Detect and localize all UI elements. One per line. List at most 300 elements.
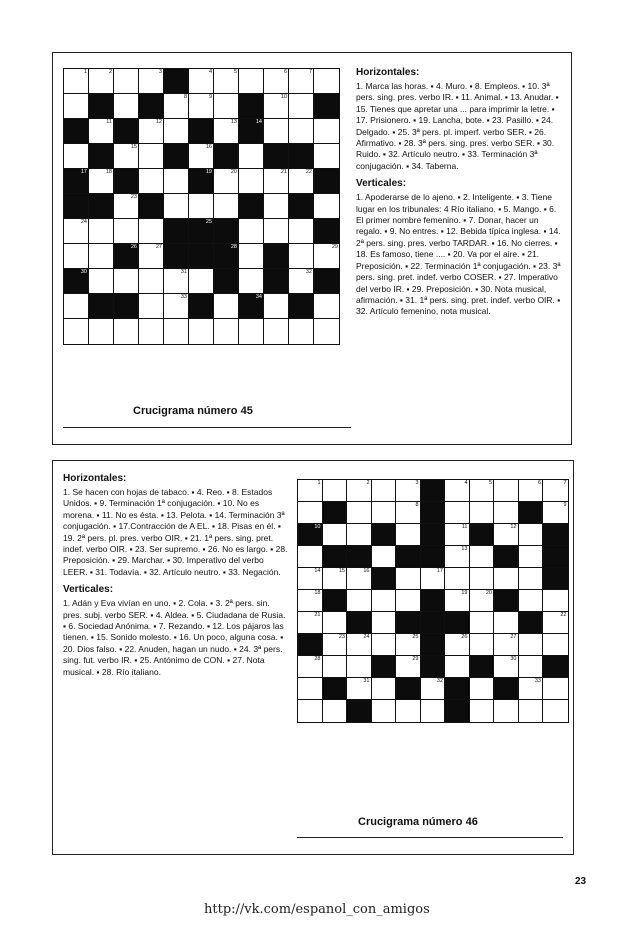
black-square <box>139 94 164 119</box>
grid-cell[interactable] <box>445 590 470 612</box>
grid-cell[interactable] <box>519 700 544 722</box>
grid-cell[interactable] <box>372 612 397 634</box>
caption-underline <box>297 837 563 838</box>
black-square <box>139 194 164 219</box>
clue-number: 4 <box>208 69 212 75</box>
grid-cell[interactable] <box>89 69 114 94</box>
grid-cell[interactable] <box>139 269 164 294</box>
grid-cell[interactable] <box>114 69 139 94</box>
black-square <box>239 194 264 219</box>
grid-cell[interactable] <box>139 219 164 244</box>
grid-cell[interactable] <box>64 69 89 94</box>
grid-cell[interactable] <box>214 119 239 144</box>
grid-cell[interactable] <box>543 678 568 700</box>
black-square <box>239 94 264 119</box>
grid-cell[interactable] <box>314 319 339 344</box>
clue-number: 32 <box>305 269 312 275</box>
grid-cell[interactable] <box>519 590 544 612</box>
clue-number: 2 <box>366 480 370 486</box>
grid-cell[interactable] <box>314 294 339 319</box>
grid-cell[interactable] <box>543 700 568 722</box>
clue-number: 33 <box>180 294 187 300</box>
grid-cell[interactable] <box>470 634 495 656</box>
crossword-45-caption: Crucigrama número 45 <box>133 405 253 417</box>
grid-cell[interactable] <box>164 294 189 319</box>
black-square <box>323 502 348 524</box>
black-square <box>289 194 314 219</box>
black-square <box>421 634 446 656</box>
black-square <box>189 244 214 269</box>
clue-number: 6 <box>537 480 541 486</box>
grid-cell[interactable] <box>470 678 495 700</box>
black-square <box>396 612 421 634</box>
grid-cell[interactable] <box>396 700 421 722</box>
grid-cell[interactable] <box>89 319 114 344</box>
grid-cell[interactable] <box>421 678 446 700</box>
clue-number: 8 <box>415 502 419 508</box>
grid-cell[interactable] <box>164 269 189 294</box>
grid-cell[interactable] <box>396 590 421 612</box>
crossword-45-clues <box>356 67 564 324</box>
clue-number: 25 <box>412 634 419 640</box>
black-square <box>543 546 568 568</box>
grid-cell[interactable] <box>323 568 348 590</box>
grid-cell[interactable] <box>64 294 89 319</box>
black-square <box>114 244 139 269</box>
black-square <box>314 169 339 194</box>
grid-cell[interactable] <box>347 524 372 546</box>
black-square <box>298 634 323 656</box>
grid-cell[interactable] <box>189 69 214 94</box>
black-square <box>239 294 264 319</box>
grid-cell[interactable] <box>372 546 397 568</box>
clue-number: 23 <box>130 194 137 200</box>
black-square <box>347 546 372 568</box>
grid-cell[interactable] <box>470 502 495 524</box>
grid-cell[interactable] <box>139 169 164 194</box>
grid-cell[interactable] <box>396 502 421 524</box>
grid-cell[interactable] <box>189 269 214 294</box>
black-square <box>64 194 89 219</box>
grid-cell[interactable] <box>445 480 470 502</box>
grid-cell[interactable] <box>264 294 289 319</box>
grid-cell[interactable] <box>519 546 544 568</box>
black-square <box>214 269 239 294</box>
clue-number: 14 <box>314 568 321 574</box>
black-square <box>189 119 214 144</box>
black-square <box>289 294 314 319</box>
verticales-heading: Verticales: <box>63 584 114 596</box>
grid-cell[interactable] <box>314 194 339 219</box>
crossword-45-panel <box>52 52 572 445</box>
grid-cell[interactable] <box>396 524 421 546</box>
grid-cell[interactable] <box>445 546 470 568</box>
horizontales-clues: 1. Se hacen con hojas de tabaco. ▪ 4. Reo. ▪ 8. Estados Unidos. ▪ 9. Terminación 1ª conjugación. ▪ 10. No es morena. ▪ 11. No es ésta. ▪ 13. Pelota. ▪ 14. Terminación 3ª conjugación. ▪ 17.Contracción de A EL. ▪ 18. Pisas en él. ▪ 19. 2ª pers. pl. pres. verbo OIR. ▪ 21. 1ª pers. sing. pret. indef. verbo OIR. ▪ 23. Ser supremo. ▪ 26. No es largo. ▪ 28. Preposición. ▪ 29. Marchar. ▪ 30. Imperativo del verbo LEER. ▪ 31. Todavía. ▪ 32. Artículo neutro. ▪ 33. Negación. <box>63 487 288 577</box>
black-square <box>214 144 239 169</box>
grid-cell[interactable] <box>114 219 139 244</box>
grid-cell[interactable] <box>347 480 372 502</box>
grid-cell[interactable] <box>323 480 348 502</box>
grid-cell[interactable] <box>139 144 164 169</box>
clue-number: 29 <box>331 244 338 250</box>
grid-cell[interactable] <box>543 634 568 656</box>
grid-cell[interactable] <box>372 480 397 502</box>
clue-number: 24 <box>80 219 87 225</box>
grid-cell[interactable] <box>264 319 289 344</box>
black-square <box>114 294 139 319</box>
grid-cell[interactable] <box>214 169 239 194</box>
grid-cell[interactable] <box>64 94 89 119</box>
grid-cell[interactable] <box>89 169 114 194</box>
grid-cell[interactable] <box>264 94 289 119</box>
grid-cell[interactable] <box>347 678 372 700</box>
grid-cell[interactable] <box>64 219 89 244</box>
black-square <box>494 590 519 612</box>
grid-cell[interactable] <box>64 244 89 269</box>
grid-cell[interactable] <box>239 269 264 294</box>
grid-cell[interactable] <box>314 119 339 144</box>
grid-cell[interactable] <box>298 656 323 678</box>
grid-cell[interactable] <box>289 119 314 144</box>
grid-cell[interactable] <box>264 119 289 144</box>
black-square <box>114 119 139 144</box>
grid-cell[interactable] <box>323 612 348 634</box>
grid-cell[interactable] <box>372 700 397 722</box>
clue-number: 24 <box>363 634 370 640</box>
grid-cell[interactable] <box>114 144 139 169</box>
grid-cell[interactable] <box>543 480 568 502</box>
clue-number: 27 <box>510 634 517 640</box>
grid-cell[interactable] <box>323 634 348 656</box>
grid-cell[interactable] <box>114 94 139 119</box>
black-square <box>264 144 289 169</box>
grid-cell[interactable] <box>164 194 189 219</box>
black-square <box>89 94 114 119</box>
grid-cell[interactable] <box>214 319 239 344</box>
grid-cell[interactable] <box>214 69 239 94</box>
crossword-46-caption: Crucigrama número 46 <box>358 816 478 828</box>
clue-number: 10 <box>280 94 287 100</box>
grid-cell[interactable] <box>214 94 239 119</box>
grid-cell[interactable] <box>372 678 397 700</box>
grid-cell[interactable] <box>264 69 289 94</box>
grid-cell[interactable] <box>494 524 519 546</box>
grid-cell[interactable] <box>264 194 289 219</box>
grid-cell[interactable] <box>114 319 139 344</box>
grid-cell[interactable] <box>189 194 214 219</box>
grid-cell[interactable] <box>139 69 164 94</box>
clue-number: 8 <box>183 94 187 100</box>
clue-number: 18 <box>314 590 321 596</box>
grid-cell[interactable] <box>239 244 264 269</box>
black-square <box>189 294 214 319</box>
grid-cell[interactable] <box>189 94 214 119</box>
grid-cell[interactable] <box>239 219 264 244</box>
grid-cell[interactable] <box>289 244 314 269</box>
grid-cell[interactable] <box>543 502 568 524</box>
clue-number: 21 <box>280 169 287 175</box>
grid-cell[interactable] <box>445 656 470 678</box>
black-square <box>164 69 189 94</box>
grid-cell[interactable] <box>298 502 323 524</box>
clue-number: 28 <box>314 656 321 662</box>
verticales-clues: 1. Apoderarse de lo ajeno. ▪ 2. Inteligente. ▪ 3. Tiene lugar en los tribunales: 4 Río italiano. ▪ 5. Mango. ▪ 6. El primer nombre femenino. ▪ 7. Donar, hacer un regalo. ▪ 9. No entres. ▪ 12. Bebida típica inglesa. ▪ 14. 2ª pers. sing. pres. verbo TARDAR. ▪ 16. No cierres. ▪ 18. Es famoso, tiene .... ▪ 20. Va por el aire. ▪ 21. Preposición. ▪ 22. Terminación 1ª conjugación. ▪ 23. 3ª pers. sing. pret. indef. verbo COSER. ▪ 27. Imperativo del verbo IR. ▪ 29. Preposición. ▪ 30. Nota musical, afirmación. ▪ 31. 1ª pers. sing. pret. indef. verbo OIR. ▪ 32. Artículo femenino, nota musical. <box>356 192 561 317</box>
horizontales-clues: 1. Marca las horas. ▪ 4. Muro. ▪ 8. Empleos. ▪ 10. 3ª pers. sing. pres. verbo IR. ▪ 11. Animal. ▪ 13. Anudar. ▪ 15. Tienes que apretar una ... para imprimir la letre. ▪ 17. Prisionero. ▪ 19. Lancha, bote. ▪ 23. Pasillo. ▪ 24. Delgado. ▪ 25. 3ª pers. pl. imperf. verbo SER. ▪ 26. Afirmativo. ▪ 28. 3ª pers. sing. pres. verbo SER. ▪ 30. Ruido. ▪ 32. Artículo neutro. ▪ 33. Terminación 3ª conjugación. ▪ 34. Taberna. <box>356 81 559 171</box>
grid-cell[interactable] <box>139 244 164 269</box>
clue-number: 7 <box>308 69 312 75</box>
black-square <box>445 700 470 722</box>
grid-cell[interactable] <box>494 656 519 678</box>
clue-number: 22 <box>560 612 567 618</box>
black-square <box>519 502 544 524</box>
black-square <box>421 612 446 634</box>
black-square <box>64 119 89 144</box>
clue-number: 15 <box>338 568 345 574</box>
grid-cell[interactable] <box>323 524 348 546</box>
grid-cell[interactable] <box>298 700 323 722</box>
black-square <box>314 94 339 119</box>
caption-underline <box>63 427 351 428</box>
black-square <box>421 480 446 502</box>
clue-number: 17 <box>80 169 87 175</box>
grid-cell[interactable] <box>470 568 495 590</box>
black-square <box>323 590 348 612</box>
grid-cell[interactable] <box>372 502 397 524</box>
grid-cell[interactable] <box>494 480 519 502</box>
grid-cell[interactable] <box>519 678 544 700</box>
black-square <box>264 269 289 294</box>
black-square <box>214 219 239 244</box>
clue-number: 32 <box>436 678 443 684</box>
grid-cell[interactable] <box>445 634 470 656</box>
crossword-46-panel <box>52 460 574 855</box>
black-square <box>519 612 544 634</box>
grid-cell[interactable] <box>470 700 495 722</box>
grid-cell[interactable] <box>298 612 323 634</box>
grid-cell[interactable] <box>298 480 323 502</box>
grid-cell[interactable] <box>214 194 239 219</box>
black-square <box>64 269 89 294</box>
clue-number: 2 <box>108 69 112 75</box>
grid-cell[interactable] <box>470 612 495 634</box>
grid-cell[interactable] <box>239 144 264 169</box>
grid-cell[interactable] <box>298 546 323 568</box>
clue-number: 17 <box>436 568 443 574</box>
grid-cell[interactable] <box>264 219 289 244</box>
grid-cell[interactable] <box>289 169 314 194</box>
grid-cell[interactable] <box>323 656 348 678</box>
clue-number: 20 <box>485 590 492 596</box>
clue-number: 1 <box>317 480 321 486</box>
black-square <box>421 524 446 546</box>
black-square <box>323 678 348 700</box>
grid-cell[interactable] <box>289 94 314 119</box>
grid-cell[interactable] <box>396 480 421 502</box>
black-square <box>494 546 519 568</box>
clue-number: 9 <box>208 94 212 100</box>
clue-number: 18 <box>105 169 112 175</box>
black-square <box>164 219 189 244</box>
grid-cell[interactable] <box>64 319 89 344</box>
clue-number: 4 <box>464 480 468 486</box>
grid-cell[interactable] <box>470 480 495 502</box>
grid-cell[interactable] <box>164 169 189 194</box>
grid-cell[interactable] <box>139 119 164 144</box>
grid-cell[interactable] <box>519 524 544 546</box>
grid-cell[interactable] <box>298 590 323 612</box>
grid-cell[interactable] <box>289 269 314 294</box>
grid-cell[interactable] <box>298 678 323 700</box>
grid-cell[interactable] <box>164 319 189 344</box>
black-square <box>494 678 519 700</box>
grid-cell[interactable] <box>372 590 397 612</box>
black-square <box>445 678 470 700</box>
clue-number: 34 <box>255 294 262 300</box>
grid-cell[interactable] <box>289 319 314 344</box>
grid-cell[interactable] <box>494 700 519 722</box>
grid-cell[interactable] <box>264 169 289 194</box>
grid-cell[interactable] <box>347 568 372 590</box>
horizontales-heading: Horizontales: <box>356 67 420 78</box>
grid-cell[interactable] <box>189 144 214 169</box>
verticales-clues: 1. Adán y Eva vivían en uno. ▪ 2. Cola. ▪ 3. 2ª pers. sin. pres. subj. verbo SER. ▪ 4. Aldea. ▪ 5. Ciudadana de Rusia. ▪ 6. Sociedad Anónima. ▪ 7. Rezando. ▪ 12. Los pájaros las tienen. ▪ 15. Sonido molesto. ▪ 16. Un poco, alguna cosa. ▪ 20. Dios falso. ▪ 22. Anuden, hagan un nudo. ▪ 24. 3ª pers. sing. fut. verbo IR. ▪ 25. Antónimo de CON. ▪ 27. Nota musical. ▪ 28. Río italiano. <box>63 598 286 677</box>
grid-cell[interactable] <box>89 244 114 269</box>
grid-cell[interactable] <box>89 269 114 294</box>
grid-cell[interactable] <box>289 69 314 94</box>
black-square <box>543 656 568 678</box>
grid-cell[interactable] <box>214 294 239 319</box>
clue-number: 31 <box>180 269 187 275</box>
grid-cell[interactable] <box>421 700 446 722</box>
black-square <box>470 656 495 678</box>
clue-number: 29 <box>412 656 419 662</box>
grid-cell[interactable] <box>323 700 348 722</box>
grid-cell[interactable] <box>494 634 519 656</box>
black-square <box>289 144 314 169</box>
clue-number: 13 <box>230 119 237 125</box>
horizontales-heading: Horizontales: <box>63 473 127 484</box>
black-square <box>421 546 446 568</box>
grid-cell[interactable] <box>189 319 214 344</box>
clue-number: 26 <box>130 244 137 250</box>
clue-number: 12 <box>155 119 162 125</box>
black-square <box>89 144 114 169</box>
grid-cell[interactable] <box>64 144 89 169</box>
grid-cell[interactable] <box>543 590 568 612</box>
grid-cell[interactable] <box>89 219 114 244</box>
grid-cell[interactable] <box>519 568 544 590</box>
black-square <box>347 700 372 722</box>
grid-cell[interactable] <box>314 244 339 269</box>
grid-cell[interactable] <box>396 634 421 656</box>
grid-cell[interactable] <box>519 480 544 502</box>
clue-number: 26 <box>461 634 468 640</box>
grid-cell[interactable] <box>298 568 323 590</box>
clue-number: 5 <box>233 69 237 75</box>
grid-cell[interactable] <box>494 612 519 634</box>
black-square <box>323 546 348 568</box>
grid-cell[interactable] <box>289 219 314 244</box>
grid-cell[interactable] <box>114 194 139 219</box>
grid-cell[interactable] <box>347 590 372 612</box>
black-square <box>372 524 397 546</box>
grid-cell[interactable] <box>347 656 372 678</box>
clue-number: 5 <box>488 480 492 486</box>
crossword-46-clues <box>63 473 289 684</box>
black-square <box>347 612 372 634</box>
grid-cell[interactable] <box>139 294 164 319</box>
black-square <box>543 524 568 546</box>
black-square <box>470 524 495 546</box>
clue-number: 12 <box>510 524 517 530</box>
clue-number: 31 <box>363 678 370 684</box>
black-square <box>114 169 139 194</box>
grid-cell[interactable] <box>347 502 372 524</box>
crossword-46-grid <box>297 479 569 723</box>
clue-number: 1 <box>83 69 87 75</box>
grid-cell[interactable] <box>396 568 421 590</box>
grid-cell[interactable] <box>314 144 339 169</box>
clue-number: 16 <box>363 568 370 574</box>
grid-cell[interactable] <box>445 524 470 546</box>
grid-cell[interactable] <box>89 119 114 144</box>
clue-number: 33 <box>534 678 541 684</box>
black-square <box>543 568 568 590</box>
grid-cell[interactable] <box>445 502 470 524</box>
clue-number: 9 <box>563 502 567 508</box>
clue-number: 19 <box>205 169 212 175</box>
grid-cell[interactable] <box>314 69 339 94</box>
grid-cell[interactable] <box>239 319 264 344</box>
clue-number: 22 <box>305 169 312 175</box>
grid-cell[interactable] <box>519 656 544 678</box>
footer-url: http://vk.com/espanol_con_amigos <box>204 902 430 917</box>
black-square <box>445 612 470 634</box>
grid-cell[interactable] <box>519 634 544 656</box>
grid-cell[interactable] <box>494 568 519 590</box>
black-square <box>421 502 446 524</box>
grid-cell[interactable] <box>139 319 164 344</box>
grid-cell[interactable] <box>421 568 446 590</box>
grid-cell[interactable] <box>347 634 372 656</box>
black-square <box>264 244 289 269</box>
grid-cell[interactable] <box>239 169 264 194</box>
black-square <box>89 194 114 219</box>
clue-number: 30 <box>510 656 517 662</box>
crossword-45-grid <box>63 68 340 345</box>
black-square <box>314 269 339 294</box>
grid-cell[interactable] <box>543 612 568 634</box>
verticales-heading: Verticales: <box>356 178 407 190</box>
grid-cell[interactable] <box>239 69 264 94</box>
clue-number: 7 <box>563 480 567 486</box>
grid-cell[interactable] <box>164 119 189 144</box>
grid-cell[interactable] <box>164 94 189 119</box>
black-square <box>164 244 189 269</box>
black-square <box>214 244 239 269</box>
black-square <box>189 169 214 194</box>
grid-cell[interactable] <box>396 656 421 678</box>
clue-number: 3 <box>415 480 419 486</box>
grid-cell[interactable] <box>445 568 470 590</box>
clue-number: 6 <box>283 69 287 75</box>
clue-number: 28 <box>230 244 237 250</box>
grid-cell[interactable] <box>372 634 397 656</box>
grid-cell[interactable] <box>470 546 495 568</box>
grid-cell[interactable] <box>114 269 139 294</box>
grid-cell[interactable] <box>470 590 495 612</box>
grid-cell[interactable] <box>494 502 519 524</box>
